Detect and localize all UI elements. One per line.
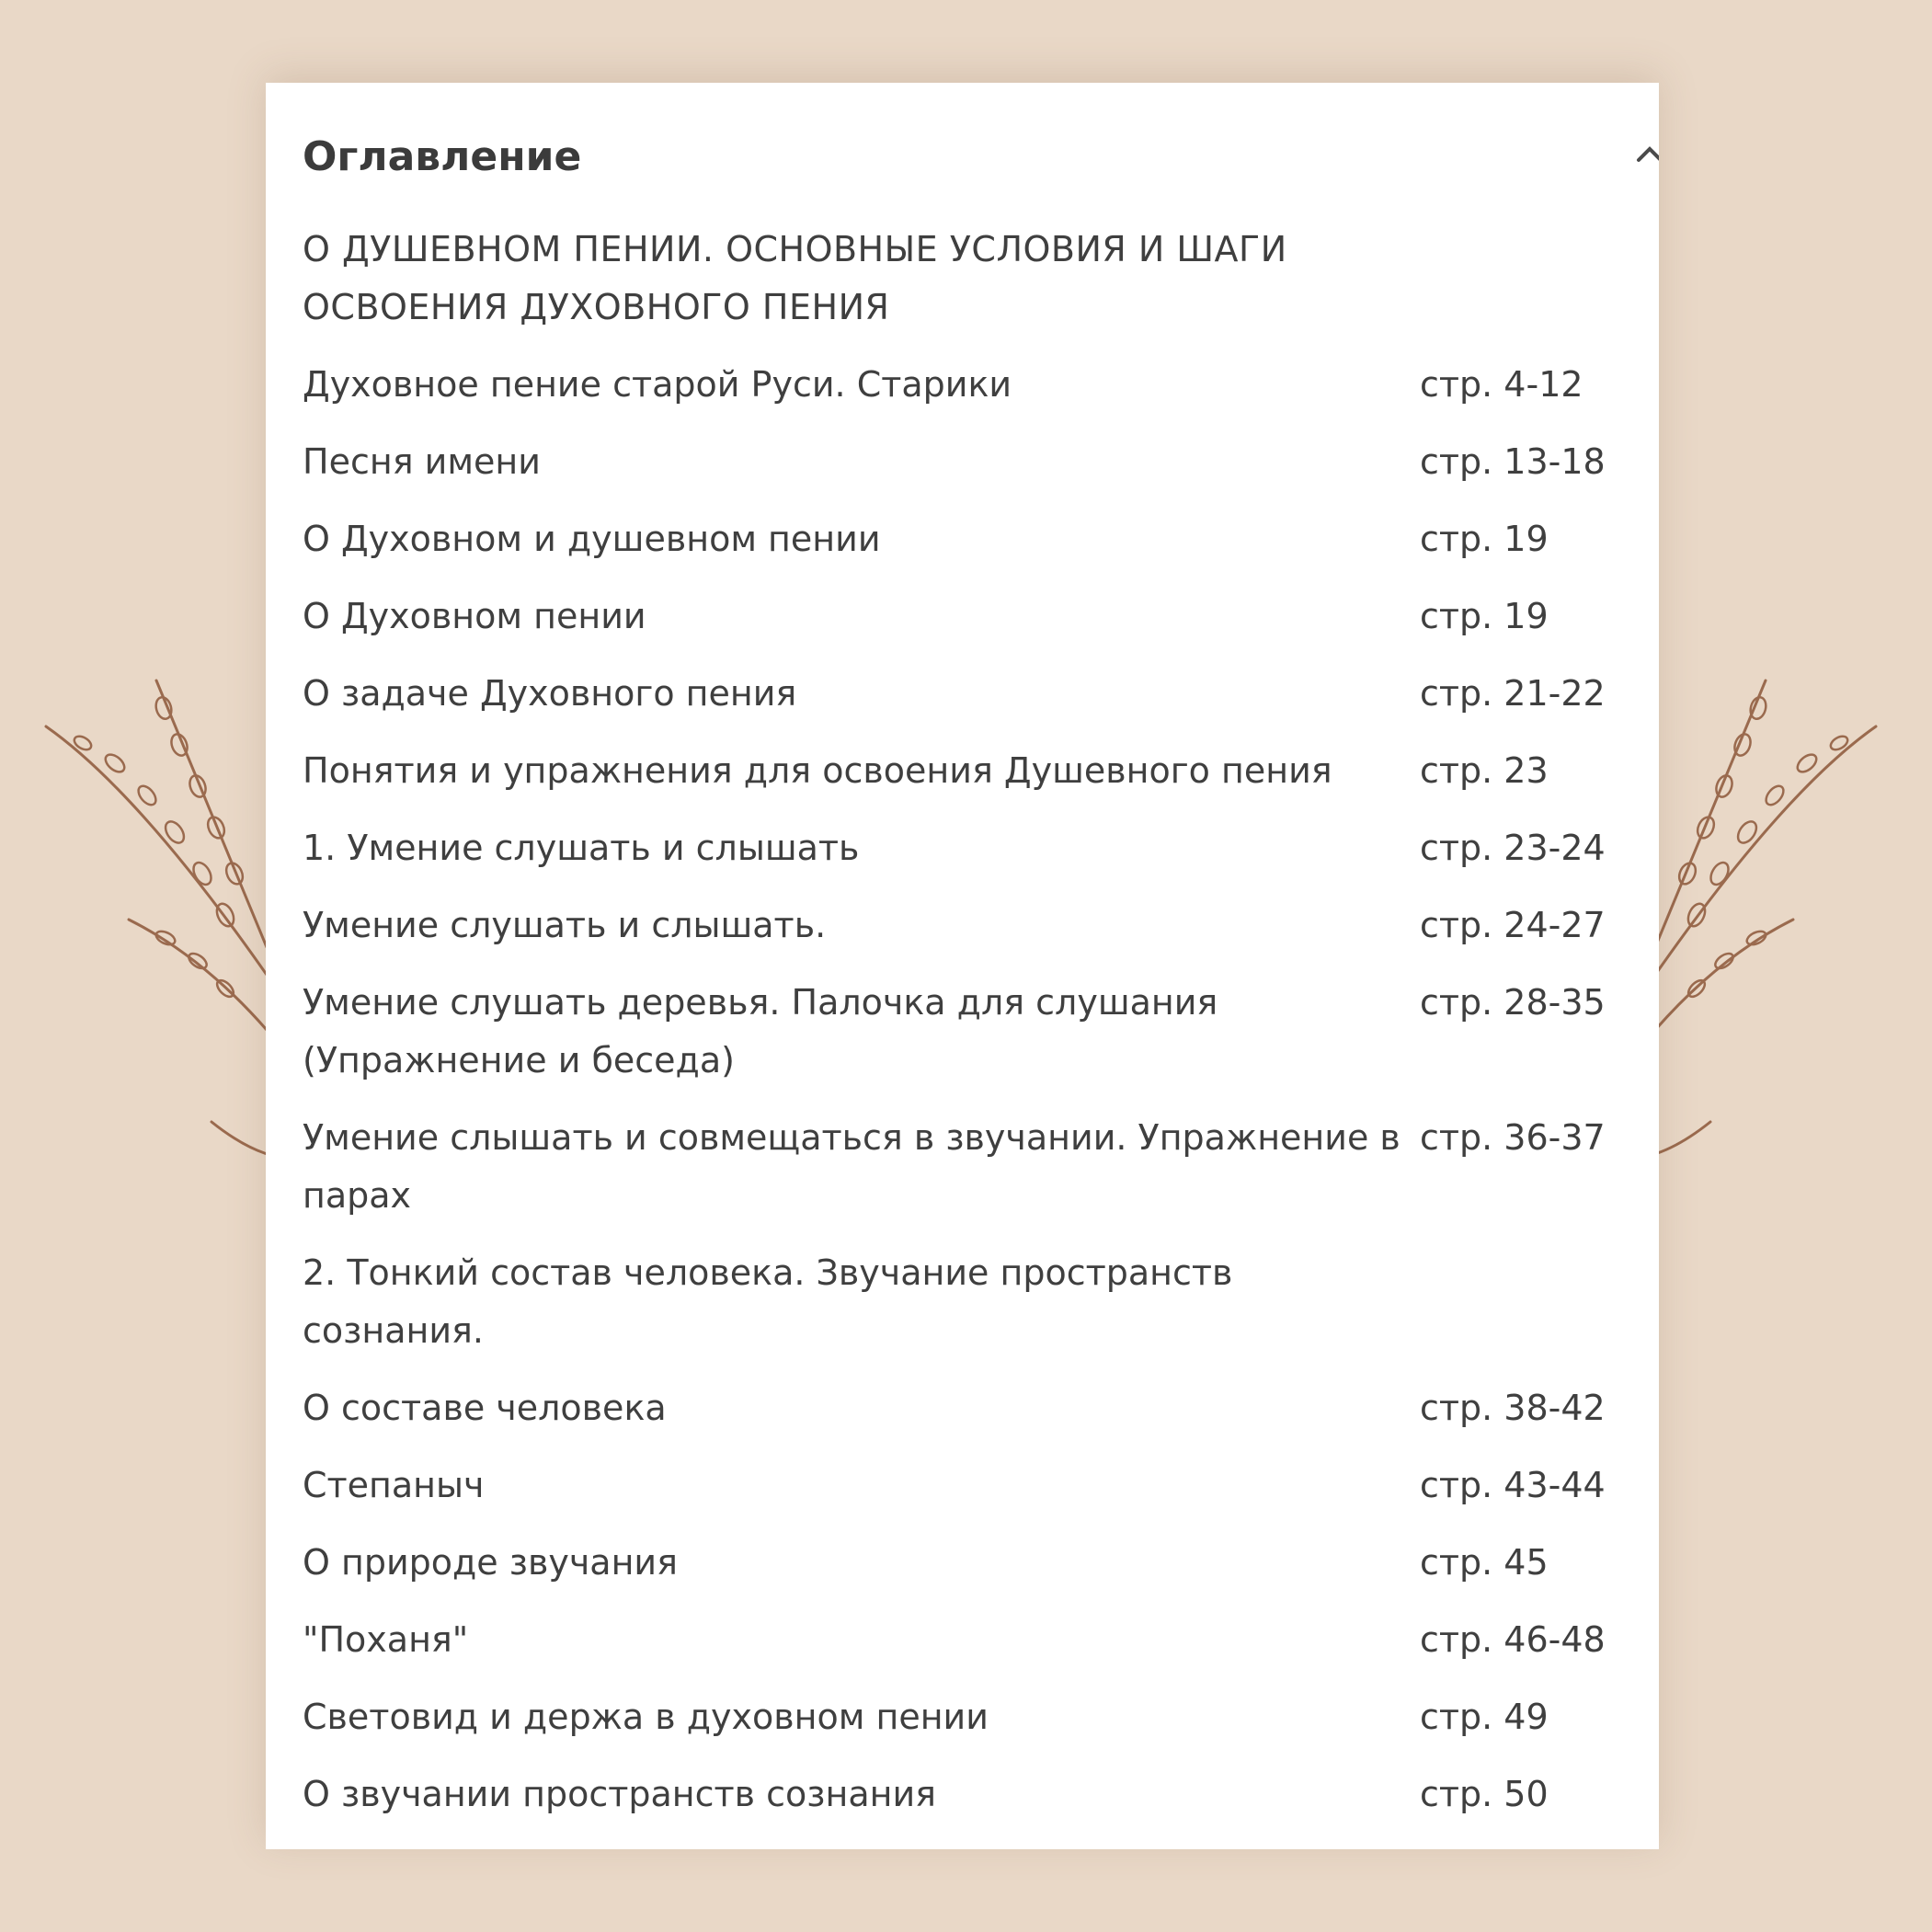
toc-item-page: стр. 23 (1420, 750, 1549, 791)
toc-item[interactable] (303, 347, 1659, 424)
chevron-up-icon (1631, 134, 1659, 171)
toc-item[interactable] (303, 211, 1659, 347)
toc-item[interactable] (303, 887, 1659, 965)
toc-item-page: стр. 46-48 (1420, 1619, 1606, 1660)
toc-item[interactable] (303, 1756, 1659, 1834)
toc-item-page: стр. 38-42 (1420, 1388, 1606, 1428)
willow-branch-right-icon (1618, 644, 1894, 1195)
toc-item-title: О Духовном и душевном пении (303, 519, 881, 559)
toc-item-title: Понятия и упражнения для освоения Душевного пения (303, 750, 1332, 791)
toc-item-title: 1. Умение слушать и слышать (303, 828, 860, 868)
toc-item[interactable] (303, 424, 1659, 501)
toc-item[interactable] (303, 1525, 1659, 1602)
toc-item-page: стр. 13-18 (1420, 441, 1606, 482)
toc-item-title: О Духовном пении (303, 596, 646, 636)
toc-item-page: стр. 19 (1420, 519, 1549, 559)
toc-item-page: стр. 50 (1420, 1774, 1549, 1814)
willow-branch-left-icon (28, 644, 303, 1195)
toc-item-title: Духовное пение старой Руси. Старики (303, 364, 1012, 405)
toc-item-title: О звучании пространств сознания (303, 1774, 937, 1814)
toc-item-page: стр. 28-35 (1420, 982, 1606, 1023)
toc-item-page: стр. 45 (1420, 1542, 1549, 1583)
toc-item-title: Степаныч (303, 1465, 485, 1505)
toc-item[interactable] (303, 1235, 1659, 1370)
toc-item[interactable] (303, 733, 1659, 810)
toc-item-page: стр. 19 (1420, 596, 1549, 636)
toc-item-title: О ДУШЕВНОМ ПЕНИИ. ОСНОВНЫЕ УСЛОВИЯ И ШАГИ ОСВОЕНИЯ ДУХОВНОГО ПЕНИЯ (303, 229, 1287, 327)
toc-header (303, 116, 1659, 199)
toc-item-title: Умение слушать деревья. Палочка для слушания (Упражнение и беседа) (303, 982, 1218, 1080)
toc-title: Оглавление (303, 133, 582, 180)
toc-item-title: О природе звучания (303, 1542, 678, 1583)
toc-item[interactable] (303, 965, 1659, 1100)
toc-item-title: О задаче Духовного пения (303, 673, 797, 714)
toc-item-title: "Поханя" (303, 1619, 469, 1660)
toc-list (303, 211, 1659, 1834)
toc-item-page: стр. 21-22 (1420, 673, 1606, 714)
toc-item[interactable] (303, 501, 1659, 578)
toc-item-title: О составе человека (303, 1388, 667, 1428)
toc-item-page: стр. 23-24 (1420, 828, 1606, 868)
toc-item[interactable] (303, 578, 1659, 656)
toc-item[interactable] (303, 656, 1659, 733)
toc-item[interactable] (303, 1679, 1659, 1756)
toc-item-page: стр. 4-12 (1420, 364, 1583, 405)
toc-item-page: стр. 49 (1420, 1697, 1549, 1737)
toc-item-page: стр. 24-27 (1420, 905, 1606, 945)
toc-item-title: Умение слышать и совмещаться в звучании. Упражнение в парах (303, 1117, 1400, 1216)
toc-item[interactable] (303, 1602, 1659, 1679)
toc-item-page: стр. 36-37 (1420, 1117, 1606, 1158)
toc-item-title: Световид и держа в духовном пении (303, 1697, 989, 1737)
toc-item[interactable] (303, 1447, 1659, 1525)
toc-item[interactable] (303, 1100, 1659, 1235)
toc-panel (266, 83, 1659, 1849)
toc-item[interactable] (303, 810, 1659, 887)
collapse-button[interactable] (1631, 134, 1659, 171)
toc-item-title: Песня имени (303, 441, 541, 482)
toc-item-page: стр. 43-44 (1420, 1465, 1606, 1505)
toc-item-title: 2. Тонкий состав человека. Звучание пространств сознания. (303, 1252, 1233, 1351)
toc-item[interactable] (303, 1370, 1659, 1447)
toc-item-title: Умение слушать и слышать. (303, 905, 827, 945)
